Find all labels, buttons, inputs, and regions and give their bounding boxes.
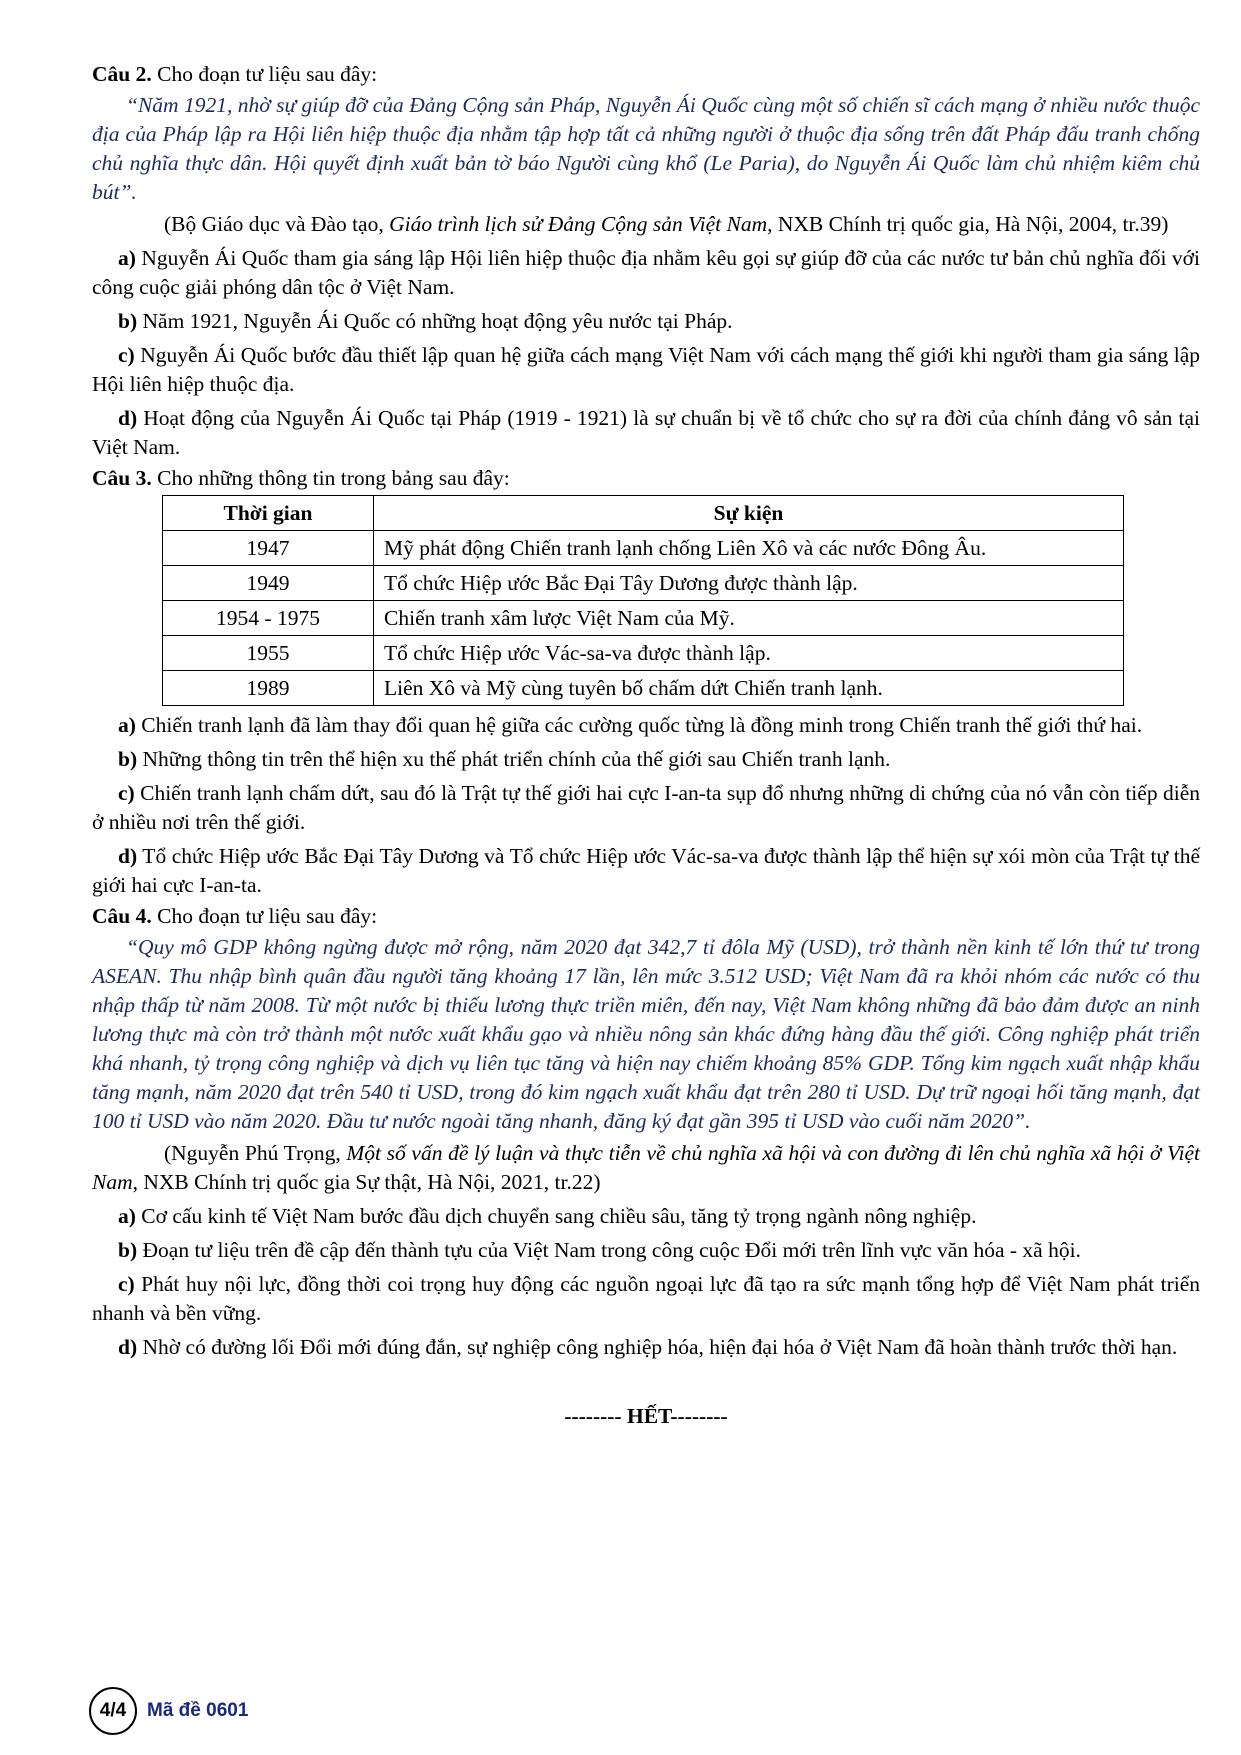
option-text: Nguyễn Ái Quốc bước đầu thiết lập quan hệ giữa cách mạng Việt Nam với cách mạng thế giới khi người tham gia sáng lập Hội liên hiệp thuộc địa. — [92, 343, 1200, 396]
option-text: Nhờ có đường lối Đổi mới đúng đắn, sự nghiệp công nghiệp hóa, hiện đại hóa ở Việt Nam đã hoàn thành trước thời hạn. — [137, 1335, 1178, 1359]
cell-time: 1947 — [163, 531, 374, 566]
q4-quote: “Quy mô GDP không ngừng được mở rộng, năm 2020 đạt 342,7 tỉ đôla Mỹ (USD), trở thành nền kinh tế lớn thứ tư trong ASEAN. Thu nhập bình quân đầu người tăng khoảng 17 lần, lên mức 3.512 USD; Việt Nam đã ra khỏi nhóm các nước có thu nhập thấp từ năm 2008. Từ một nước bị thiếu lương thực triền miên, đến nay, Việt Nam không những đã bảo đảm được an ninh lương thực mà còn trở thành một nước xuất khẩu gạo và nhiều nông sản khác đứng hàng đầu thế giới. Công nghiệp phát triển khá nhanh, tỷ trọng công nghiệp và dịch vụ liên tục tăng và hiện nay chiếm khoảng 85% GDP. Tổng kim ngạch xuất nhập khẩu tăng mạnh, năm 2020 đạt trên 540 tỉ USD, trong đó kim ngạch xuất khẩu đạt trên 280 tỉ USD. Dự trữ ngoại hối tăng mạnh, đạt 100 tỉ USD vào năm 2020. Đầu tư nước ngoài tăng nhanh, đăng ký đạt gần 395 tỉ USD vào cuối năm 2020”. — [92, 935, 1200, 1133]
q4-option-d — [92, 1333, 1200, 1362]
option-key: a) — [118, 1204, 136, 1228]
header-time: Thời gian — [163, 496, 374, 531]
table-row — [163, 601, 1124, 636]
q4-option-c — [92, 1270, 1200, 1328]
q4-source-title: Một số vấn đề lý luận và thực tiễn về chủ nghĩa xã hội và con đường đi lên chủ nghĩa xã hội ở Việt Nam — [92, 1141, 1201, 1194]
table-row — [163, 636, 1124, 671]
q2-option-d — [92, 404, 1200, 462]
document-page — [92, 58, 1200, 1431]
end-marker: -------- HẾT-------- — [564, 1404, 728, 1428]
cell-event: Chiến tranh xâm lược Việt Nam của Mỹ. — [374, 601, 1124, 636]
option-key: d) — [118, 1335, 138, 1359]
cell-time: 1989 — [163, 671, 374, 706]
table-row — [163, 566, 1124, 601]
option-text: Tổ chức Hiệp ước Bắc Đại Tây Dương và Tổ chức Hiệp ước Vác-sa-va được thành lập thể hiện sự xói mòn của Trật tự thế giới hai cực I-an-ta. — [92, 844, 1200, 897]
q3-option-a — [92, 711, 1200, 740]
q2-intro: Cho đoạn tư liệu sau đây: — [151, 62, 378, 86]
option-key: d) — [118, 406, 138, 430]
q2-option-a — [92, 244, 1200, 302]
q3-label: Câu 3. — [92, 466, 152, 490]
table-header-row — [163, 496, 1124, 531]
table-row — [163, 671, 1124, 706]
cell-event: Mỹ phát động Chiến tranh lạnh chống Liên Xô và các nước Đông Âu. — [374, 531, 1124, 566]
option-text: Cơ cấu kinh tế Việt Nam bước đầu dịch chuyển sang chiều sâu, tăng tỷ trọng ngành nông nghiệp. — [135, 1204, 977, 1228]
q2-option-c — [92, 341, 1200, 399]
cell-time: 1949 — [163, 566, 374, 601]
q4-option-a — [92, 1202, 1200, 1231]
table-row — [163, 531, 1124, 566]
events-table — [162, 495, 1124, 706]
q4-source — [92, 1139, 1200, 1197]
option-text: Những thông tin trên thể hiện xu thế phát triển chính của thế giới sau Chiến tranh lạnh. — [137, 747, 891, 771]
option-key: b) — [118, 1238, 138, 1262]
option-text: Chiến tranh lạnh chấm dứt, sau đó là Trật tự thế giới hai cực I-an-ta sụp đổ nhưng những di chứng của nó vẫn còn tiếp diễn ở nhiều nơi trên thế giới. — [92, 781, 1200, 834]
q4-label: Câu 4. — [92, 904, 152, 928]
option-text: Năm 1921, Nguyễn Ái Quốc có những hoạt động yêu nước tại Pháp. — [137, 309, 733, 333]
q2-option-b — [92, 307, 1200, 336]
option-key: b) — [118, 747, 138, 771]
option-text: Hoạt động của Nguyễn Ái Quốc tại Pháp (1919 - 1921) là sự chuẩn bị về tổ chức cho sự ra đời của chính đảng vô sản tại Việt Nam. — [92, 406, 1200, 459]
page-footer — [89, 1688, 248, 1734]
q3-option-b — [92, 745, 1200, 774]
option-key: c) — [118, 343, 135, 367]
q3-option-c — [92, 779, 1200, 837]
cell-event: Tổ chức Hiệp ước Bắc Đại Tây Dương được thành lập. — [374, 566, 1124, 601]
q2-source-pre: (Bộ Giáo dục và Đào tạo, — [164, 212, 390, 236]
q4-source-pre: (Nguyễn Phú Trọng, — [164, 1141, 347, 1165]
option-text: Phát huy nội lực, đồng thời coi trọng huy động các nguồn ngoại lực đã tạo ra sức mạnh tổng hợp để Việt Nam phát triển nhanh và bền vững. — [92, 1272, 1200, 1325]
q4-intro: Cho đoạn tư liệu sau đây: — [151, 904, 378, 928]
q4-heading — [92, 902, 1200, 931]
q4-option-b — [92, 1236, 1200, 1265]
option-text: Đoạn tư liệu trên đề cập đến thành tựu của Việt Nam trong công cuộc Đổi mới trên lĩnh vực văn hóa - xã hội. — [137, 1238, 1081, 1262]
option-key: c) — [118, 1272, 135, 1296]
option-text: Nguyễn Ái Quốc tham gia sáng lập Hội liên hiệp thuộc địa nhằm kêu gọi sự giúp đỡ của các nước tư bản chủ nghĩa đối với công cuộc giải phóng dân tộc ở Việt Nam. — [92, 246, 1200, 299]
option-text: Chiến tranh lạnh đã làm thay đổi quan hệ giữa các cường quốc từng là đồng minh trong Chiến tranh thế giới thứ hai. — [135, 713, 1143, 737]
cell-event: Tổ chức Hiệp ước Vác-sa-va được thành lập. — [374, 636, 1124, 671]
q2-source-title: Giáo trình lịch sử Đảng Cộng sản Việt Nam, — [389, 212, 773, 236]
option-key: b) — [118, 309, 138, 333]
q2-heading — [92, 60, 1200, 89]
cell-event: Liên Xô và Mỹ cùng tuyên bố chấm dứt Chiến tranh lạnh. — [374, 671, 1124, 706]
q2-source — [92, 210, 1200, 239]
option-key: c) — [118, 781, 135, 805]
q3-heading — [92, 464, 1200, 493]
q4-source-post: , NXB Chính trị quốc gia Sự thật, Hà Nội, 2021, tr.22) — [132, 1170, 601, 1194]
cell-time: 1954 - 1975 — [163, 601, 374, 636]
option-key: a) — [118, 713, 136, 737]
q3-intro: Cho những thông tin trong bảng sau đây: — [151, 466, 510, 490]
exam-code: Mã đề 0601 — [147, 1700, 249, 1721]
q2-quote: “Năm 1921, nhờ sự giúp đỡ của Đảng Cộng sản Pháp, Nguyễn Ái Quốc cùng một số chiến sĩ cách mạng ở nhiều nước thuộc địa của Pháp lập ra Hội liên hiệp thuộc địa nhằm tập hợp tất cả những người ở thuộc địa sống trên đất Pháp đấu tranh chống chủ nghĩa thực dân. Hội quyết định xuất bản tờ báo Người cùng khổ (Le Paria), do Nguyễn Ái Quốc làm chủ nhiệm kiêm chủ bút”. — [92, 93, 1200, 204]
page-number-badge: 4/4 — [89, 1687, 137, 1735]
header-event: Sự kiện — [374, 496, 1124, 531]
q3-option-d — [92, 842, 1200, 900]
q2-label: Câu 2. — [92, 62, 152, 86]
cell-time: 1955 — [163, 636, 374, 671]
option-key: d) — [118, 844, 138, 868]
q2-source-post: NXB Chính trị quốc gia, Hà Nội, 2004, tr.39) — [772, 212, 1169, 236]
option-key: a) — [118, 246, 136, 270]
